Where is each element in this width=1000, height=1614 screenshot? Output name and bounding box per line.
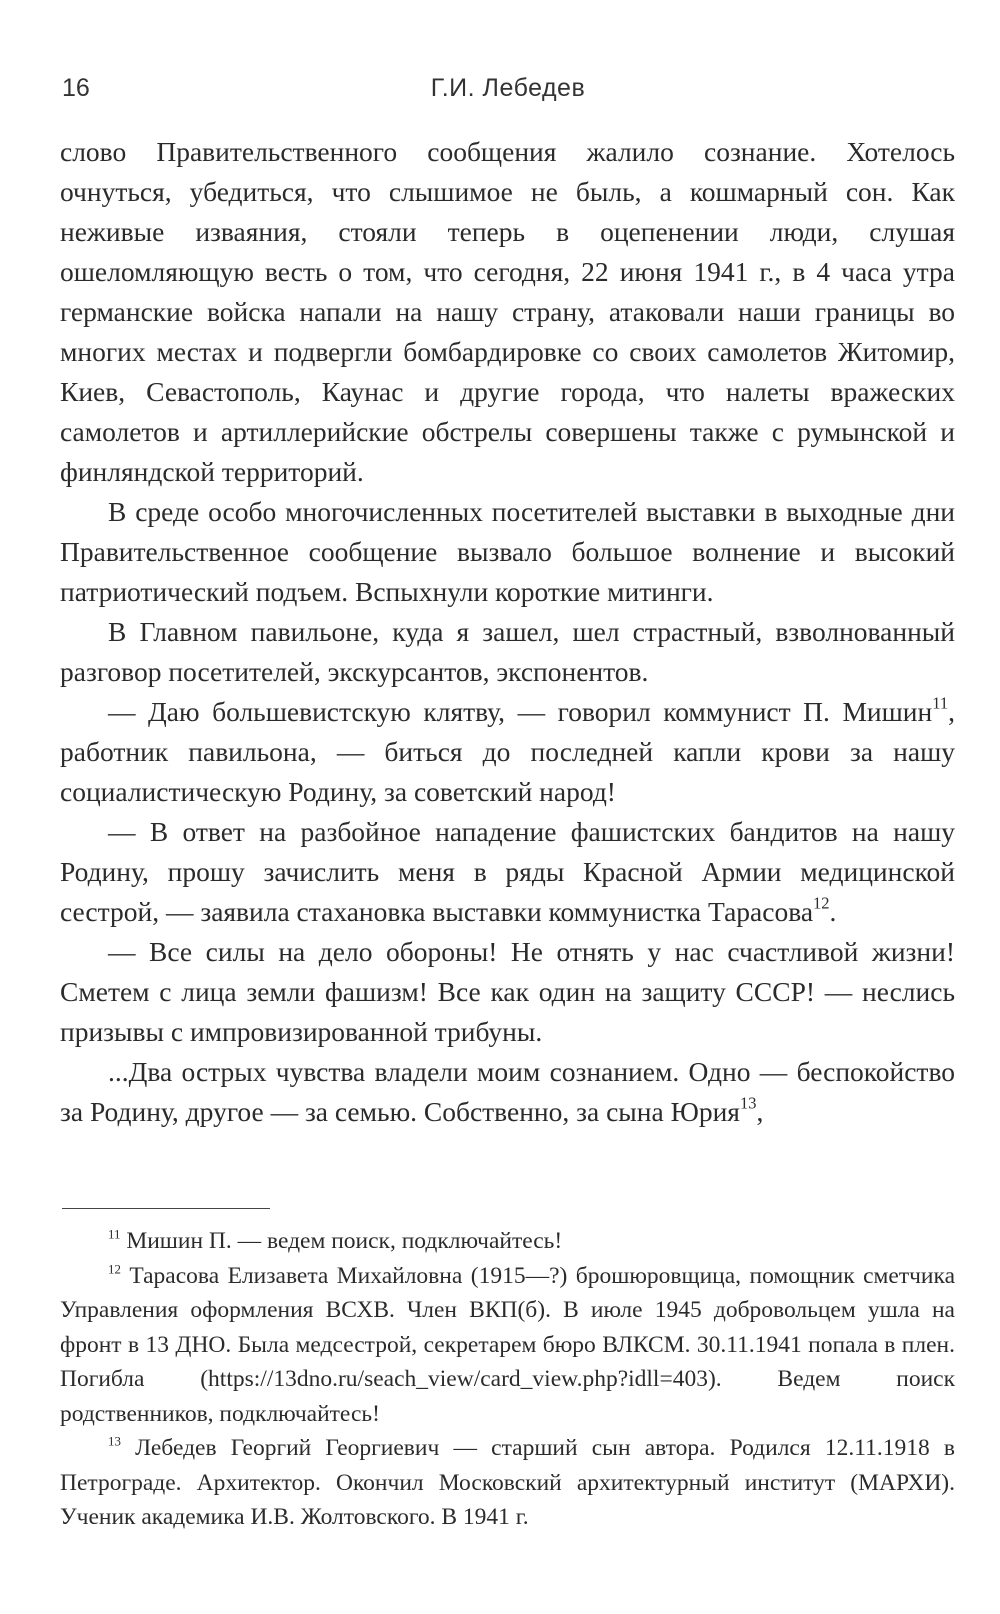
footnote-marker-12: 12 bbox=[108, 1260, 121, 1276]
footnote-divider bbox=[62, 1208, 270, 1209]
running-title: Г.И. Лебедев bbox=[430, 74, 586, 102]
main-text bbox=[60, 132, 955, 1132]
footnote-ref-13[interactable]: 13 bbox=[739, 1093, 757, 1113]
footnote-marker-13: 13 bbox=[108, 1433, 121, 1449]
footnote-12 bbox=[60, 1259, 955, 1432]
paragraph-5 bbox=[60, 812, 955, 932]
running-header bbox=[62, 74, 954, 114]
page-number: 16 bbox=[62, 74, 90, 102]
footnote-13 bbox=[60, 1431, 955, 1535]
paragraph-4-text-b: , работник павильона, — биться до последней капли крови за нашу социалистическую Родину, за советский народ! bbox=[60, 696, 955, 807]
paragraph-7 bbox=[60, 1052, 955, 1132]
paragraph-5-text-b: . bbox=[829, 896, 837, 927]
footnote-marker-11: 11 bbox=[108, 1226, 121, 1242]
paragraph-7-text-b: , bbox=[756, 1096, 764, 1127]
footnote-13-text: Лебедев Георгий Георгиевич — старший сын автора. Родился 12.11.1918 в Петрограде. Архитектор. Окончил Московский архитектурный институт (МАРХИ). Ученик академика И.В. Жолтовского. В 1941 г. bbox=[60, 1435, 955, 1530]
footnotes bbox=[60, 1224, 955, 1535]
footnote-ref-11[interactable]: 11 bbox=[932, 693, 949, 713]
paragraph-6: — Все силы на дело обороны! Не отнять у нас счастливой жизни! Сметем с лица земли фашизм! Все как один на защиту СССР! — неслись призывы с импровизированной трибуны. bbox=[60, 936, 955, 1047]
footnote-ref-12[interactable]: 12 bbox=[813, 893, 830, 913]
paragraph-3: В Главном павильоне, куда я зашел, шел страстный, взволнованный разговор посетителей, экскурсантов, экспонентов. bbox=[60, 616, 955, 687]
paragraph-7-text-a: ...Два острых чувства владели моим сознанием. Одно — беспокойство за Родину, другое — за семью. Собственно, за сына Юрия bbox=[60, 1056, 955, 1127]
footnote-11-text: Мишин П. — ведем поиск, подключайтесь! bbox=[126, 1228, 563, 1254]
paragraph-5-text-a: — В ответ на разбойное нападение фашистских бандитов на нашу Родину, прошу зачислить меня в ряды Красной Армии медицинской сестрой, — заявила стахановка выставки коммунистка Тарасова bbox=[60, 816, 955, 927]
paragraph-4-text-a: — Даю большевистскую клятву, — говорил коммунист П. Мишин bbox=[108, 696, 933, 727]
paragraph-2: В среде особо многочисленных посетителей выставки в выходные дни Правительственное сообщение вызвало большое волнение и высокий патриотический подъем. Вспыхнули короткие митинги. bbox=[60, 496, 955, 607]
footnote-11 bbox=[60, 1224, 955, 1259]
paragraph-4 bbox=[60, 692, 955, 812]
footnote-12-text: Тарасова Елизавета Михайловна (1915—?) брошюровщица, помощник сметчика Управления оформления ВСХВ. Член ВКП(б). В июле 1945 добровольцем ушла на фронт в 13 ДНО. Была медсестрой, секретарем бюро ВЛКСМ. 30.11.1941 попала в плен. Погибла (https://13dno.ru/seach_view/card_view.php?idll=403). Ведем поиск родственников, подключайтесь! bbox=[60, 1262, 955, 1427]
paragraph-1: слово Правительственного сообщения жалило сознание. Хотелось очнуться, убедиться, что слышимое не быль, а кошмарный сон. Как неживые изваяния, стояли теперь в оцепенении люди, слушая ошеломляющую весть о том, что сегодня, 22 июня 1941 г., в 4 часа утра германские войска напали на нашу страну, атаковали наши границы во многих местах и подвергли бомбардировке со своих самолетов Житомир, Киев, Севастополь, Каунас и другие города, что налеты вражеских самолетов и артиллерийские обстрелы совершены также с румынской и финляндской территорий. bbox=[60, 136, 955, 487]
